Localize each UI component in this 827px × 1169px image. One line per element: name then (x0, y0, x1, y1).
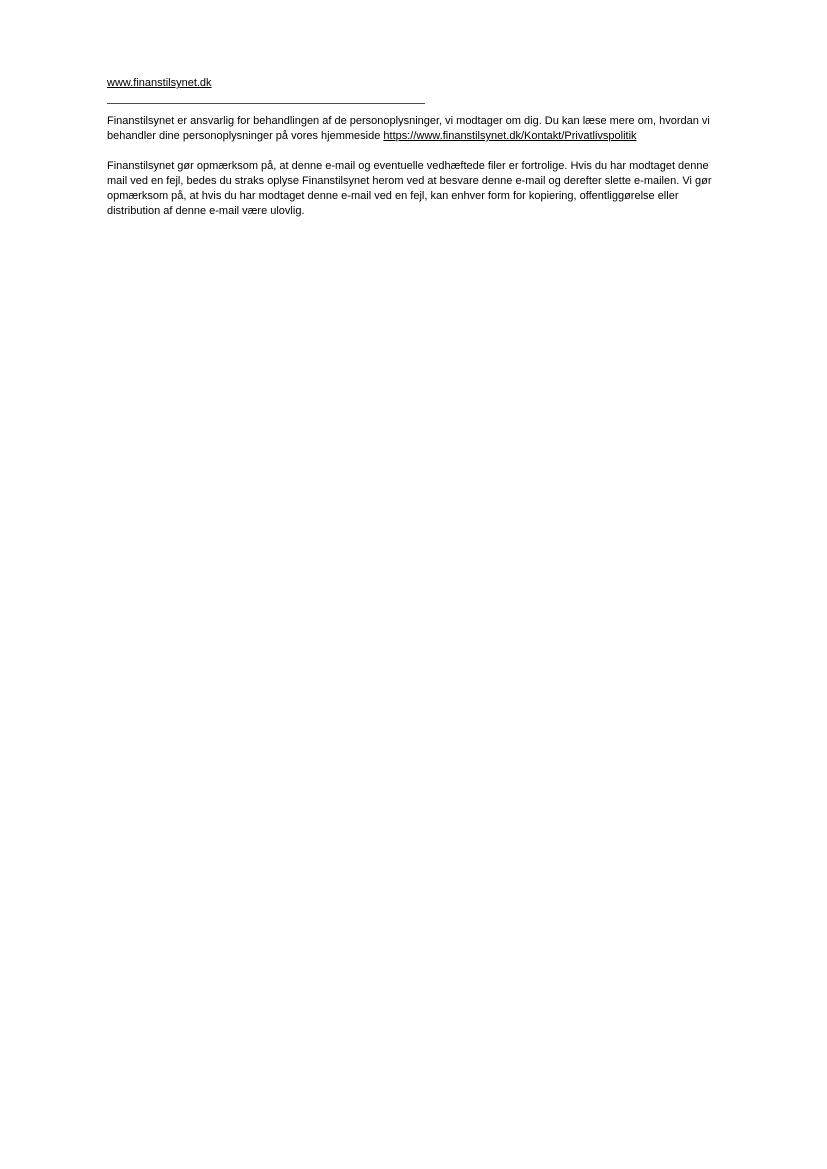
privacy-paragraph (107, 114, 729, 144)
signature-separator (107, 103, 425, 104)
website-link-line (107, 76, 729, 91)
privacy-policy-link[interactable]: https://www.finanstilsynet.dk/Kontakt/Privatlivspolitik (383, 130, 637, 142)
website-link[interactable]: www.finanstilsynet.dk (107, 77, 212, 89)
confidentiality-paragraph: Finanstilsynet gør opmærksom på, at denne e-mail og eventuelle vedhæftede filer er fortrolige. Hvis du har modtaget denne mail ved en fejl, bedes du straks oplyse Finanstilsynet herom ved at besvare denne e-mail og derefter slette e-mailen. Vi gør opmærksom på, at hvis du har modtaget denne e-mail ved en fejl, kan enhver form for kopiering, offentliggørelse eller distribution af denne e-mail være ulovlig. (107, 160, 712, 217)
privacy-paragraph-text: Finanstilsynet er ansvarlig for behandlingen af de personoplysninger, vi modtager om dig. Du kan læse mere om, hvordan vi behandler dine personoplysninger på vores hjemmeside (107, 115, 710, 142)
email-footer (107, 76, 729, 219)
